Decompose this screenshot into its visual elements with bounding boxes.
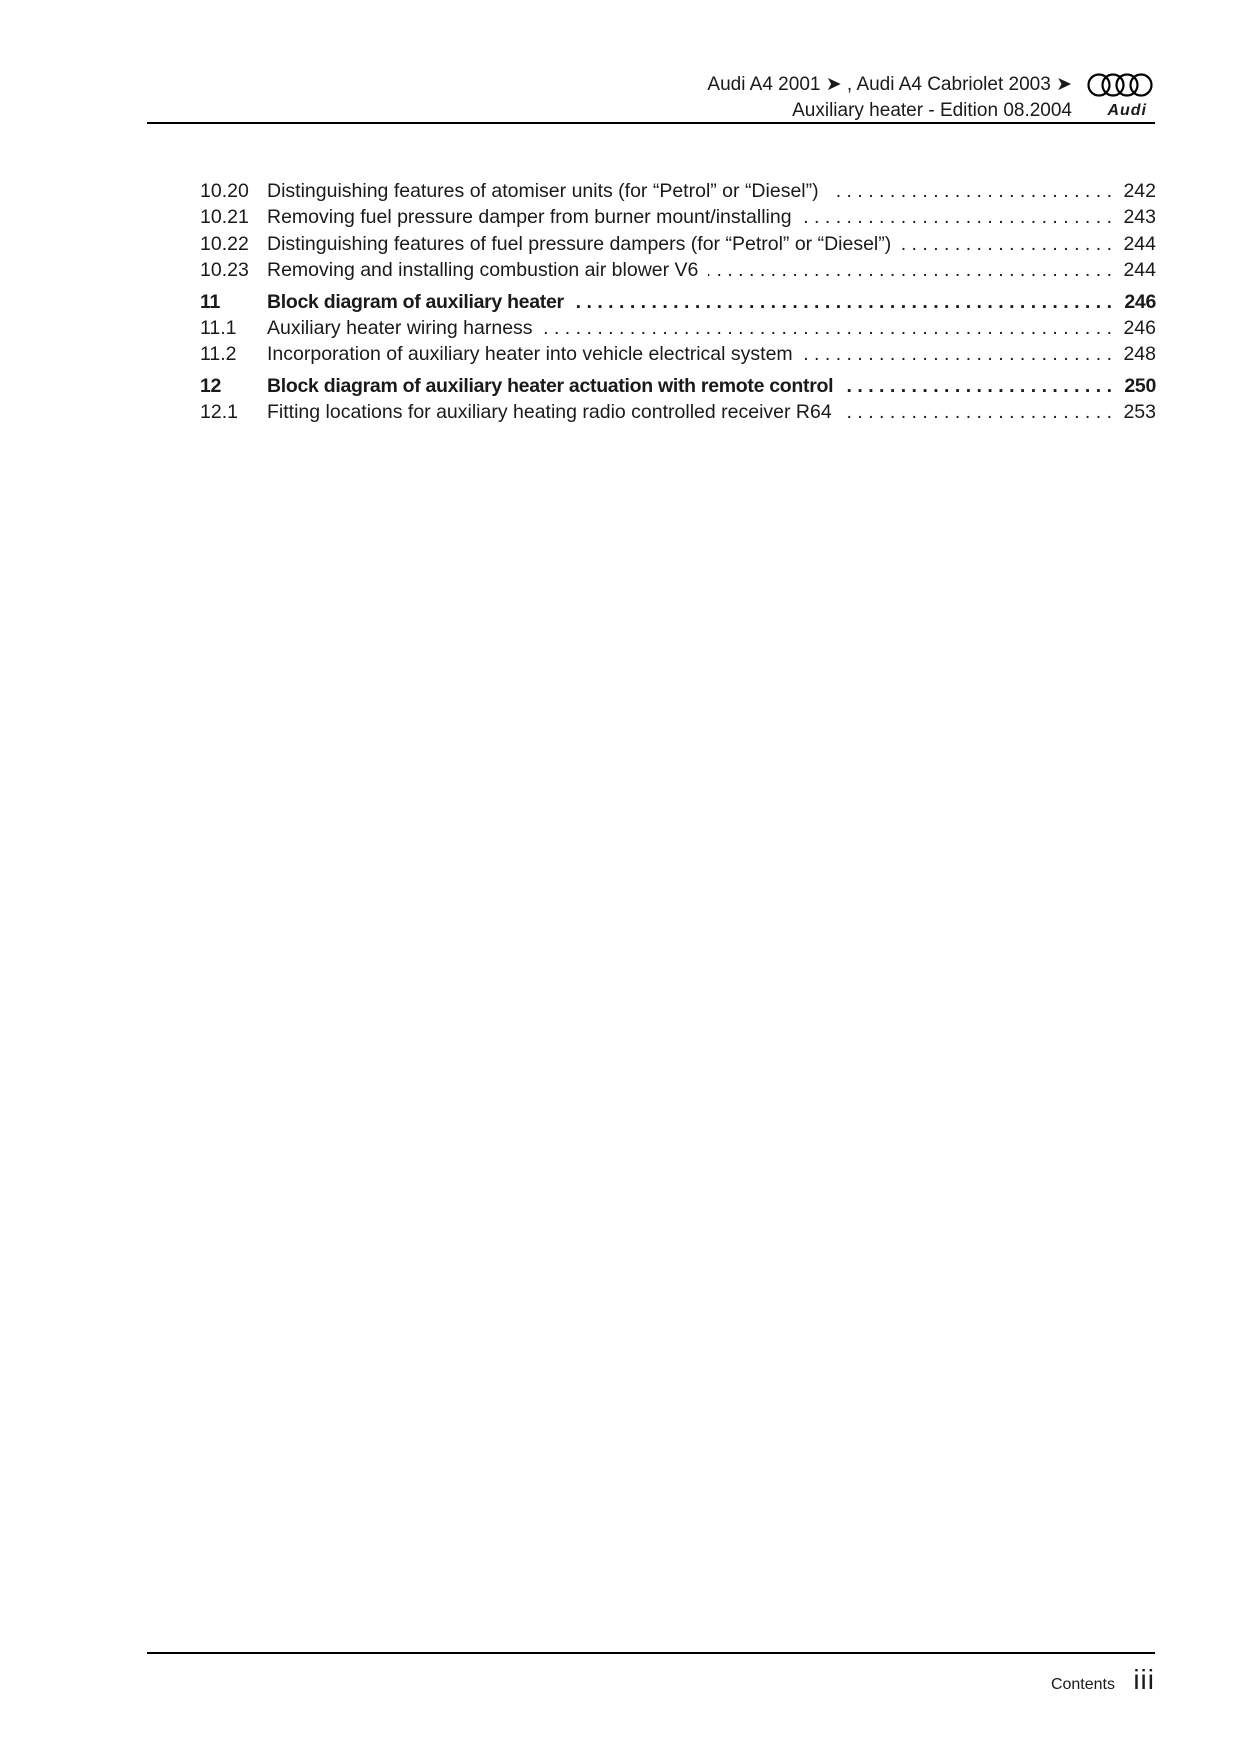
toc-leader-dots	[574, 289, 1112, 315]
toc-entry-title: Auxiliary heater wiring harness	[267, 317, 533, 340]
toc-entry[interactable]	[200, 399, 1156, 425]
toc-entry-title: Removing and installing combustion air blower V6	[267, 259, 699, 282]
toc-leader-dots	[802, 204, 1112, 230]
footer-section-label: Contents	[1050, 1676, 1115, 1693]
toc-entry[interactable]	[200, 204, 1156, 230]
audi-logo	[1085, 72, 1155, 120]
page-footer	[147, 1652, 1155, 1704]
toc-entry-title: Block diagram of auxiliary heater actuation with remote control	[267, 374, 834, 397]
toc-entry-page: 253	[1123, 401, 1156, 424]
toc-leader-dots	[708, 257, 1112, 283]
toc-entry-page: 243	[1123, 206, 1156, 229]
header-edition-line: Auxiliary heater - Edition 08.2004	[792, 100, 1072, 121]
toc-leader-dots	[842, 399, 1112, 425]
toc-entry[interactable]	[200, 257, 1156, 283]
toc-entry[interactable]	[200, 178, 1156, 204]
toc-entry-number: 11.1	[200, 317, 237, 340]
page-header	[147, 68, 1155, 124]
toc-entry-number: 12.1	[200, 401, 238, 424]
toc-leader-dots	[543, 315, 1112, 341]
toc-entry-number: 10.23	[200, 259, 249, 282]
footer-page-number: iii	[1133, 1664, 1155, 1695]
toc-chapter-entry[interactable]	[200, 289, 1156, 315]
audi-wordmark: Audi	[1107, 102, 1147, 119]
toc-entry-page: 244	[1123, 259, 1156, 282]
toc-entry-number: 10.22	[200, 232, 249, 255]
header-model-line: Audi A4 2001 ➤ , Audi A4 Cabriolet 2003 ➤	[707, 74, 1072, 95]
toc-entry-page: 246	[1123, 317, 1156, 340]
toc-leader-dots	[803, 341, 1112, 367]
toc-entry-title: Block diagram of auxiliary heater	[267, 290, 564, 313]
toc-entry-title: Fitting locations for auxiliary heating radio controlled receiver R64	[267, 401, 832, 424]
toc-entry[interactable]	[200, 231, 1156, 257]
header-text	[707, 72, 1072, 124]
toc-leader-dots	[829, 178, 1112, 204]
audi-rings-icon	[1085, 72, 1155, 100]
toc-entry-number: 11	[200, 290, 221, 313]
table-of-contents	[200, 178, 1156, 426]
toc-entry-title: Removing fuel pressure damper from burner mount/installing	[267, 206, 792, 229]
toc-entry-number: 10.21	[200, 206, 249, 229]
toc-chapter-entry[interactable]	[200, 373, 1156, 399]
toc-entry[interactable]	[200, 315, 1156, 341]
toc-entry-number: 10.20	[200, 180, 249, 202]
toc-entry-title: Incorporation of auxiliary heater into vehicle electrical system	[267, 343, 793, 366]
toc-entry-number: 12	[200, 374, 222, 397]
toc-entry-page: 250	[1124, 374, 1156, 397]
toc-entry-page: 248	[1123, 343, 1156, 366]
toc-entry-number: 11.2	[200, 343, 237, 366]
toc-entry-page: 242	[1123, 180, 1156, 202]
toc-leader-dots	[901, 231, 1112, 257]
toc-entry-page: 244	[1123, 232, 1156, 255]
toc-entry-title: Distinguishing features of atomiser units (for “Petrol” or “Diesel”)	[267, 180, 819, 202]
toc-leader-dots	[843, 373, 1112, 399]
toc-entry-title: Distinguishing features of fuel pressure dampers (for “Petrol” or “Diesel”)	[267, 232, 892, 255]
toc-entry-page: 246	[1124, 290, 1156, 313]
toc-entry[interactable]	[200, 341, 1156, 367]
